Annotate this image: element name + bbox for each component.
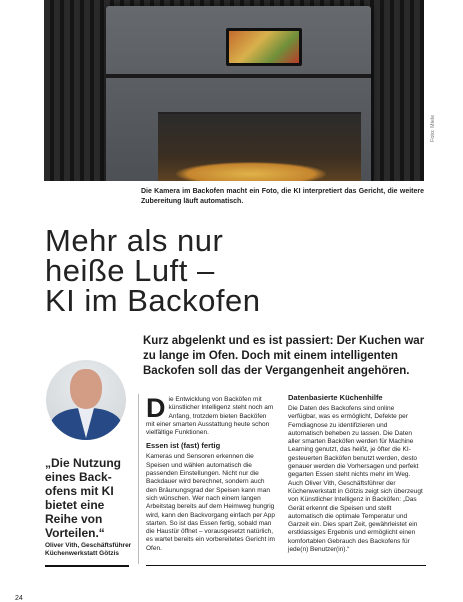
article-headline: [45, 223, 375, 318]
section-2-title: Datenbasierte Küchenhilfe: [288, 393, 383, 402]
bottom-rule: [146, 565, 426, 566]
article-lead: Kurz abgelenkt und es ist passiert: Der Kuchen war zu lange im Ofen. Doch mit einem intelligenten Backofen soll das der Vergangenheit angehören.: [143, 335, 425, 377]
pull-quote: „Die Nutzung eines Back-ofens mit KI bietet eine Reihe von Vorteilen.“: [45, 456, 121, 540]
article-column-2: [288, 393, 423, 554]
headline-line-2: heiße Luft –: [45, 253, 215, 288]
photo-credit: Foto: Miele: [430, 114, 436, 142]
portrait-head: [70, 369, 102, 409]
section-1-text: Kameras und Sensoren erkennen die Speisen und wählen automatisch die passenden Einstellungen. Nicht nur die Backdauer wird berechnet, sondern auch den Bräunungsgrad der Speisen kann man sich wünschen. Wer nach einem langen Arbeitstag bereits auf dem Heimweg hungrig wird, kann den Backvorgang einfach per App starten. So ist das Essen fertig, sobald man die Haustür öffnet – vorausgesetzt natürlich, es wartet bereits ein vorbereitetes Gericht im Ofen.: [146, 453, 276, 552]
headline-line-1: Mehr als nur: [45, 223, 224, 258]
section-1-title: Essen ist (fast) fertig: [146, 441, 221, 451]
author-portrait: [46, 360, 126, 440]
section-2-text: Die Daten des Backofens sind online verfügbar, was es ermöglicht, Defekte per Ferndiagnose zu identifizieren und automatisch beheben zu lassen. Die Daten aller smarten Backöfen werden für Machine Learning genutzt, das heißt, je öfter die KI-gesteuerten Backöfen benutzt werden, desto genauer werden die Vorhersagen und perfekt gegarten Essen steht nichts mehr im Weg. Auch Oliver Vith, Geschäftsführer der Küchenwerkstatt in Götzis zeigt sich überzeugt von Künstlicher Intelligenz in Backöfen: „Das Gerät erkennt die Speisen und stellt automatisch die optimale Temperatur und Garzeit ein. Dies spart Zeit, gewährleistet ein erstklassiges Ergebnis und ermöglicht einen komfortablen Gebrauch des Backofens für jede(n) Benutzer(in).“: [288, 405, 423, 554]
drop-cap: D: [146, 393, 166, 423]
oven-illustration: [106, 6, 371, 181]
oven-food: [176, 162, 326, 181]
headline-line-3: KI im Backofen: [45, 283, 261, 318]
photo-caption: Die Kamera im Backofen macht ein Foto, die KI interpretiert das Gericht, die weitere Zubereitung läuft automatisch.: [141, 188, 424, 205]
oven-display-screen: [226, 28, 302, 66]
hero-oven-photo: [44, 0, 424, 181]
quote-author: Oliver Vith, Geschäftsführer Küchenwerkstatt Götzis: [45, 542, 132, 557]
column-divider: [138, 394, 139, 564]
intro-text: ie Entwicklung von Backöfen mit künstlicher Intelligenz steht noch am Anfang, trotzdem bieten Backöfen mit einer smarten Ausstattung heute schon vielfältige Funktionen.: [146, 396, 274, 437]
oven-control-strip: [106, 74, 371, 78]
article-column-1: [146, 393, 276, 553]
intro-paragraph: [146, 393, 276, 437]
page-number: 24: [15, 595, 23, 602]
quote-rule: [45, 565, 129, 567]
oven-window: [158, 112, 361, 181]
